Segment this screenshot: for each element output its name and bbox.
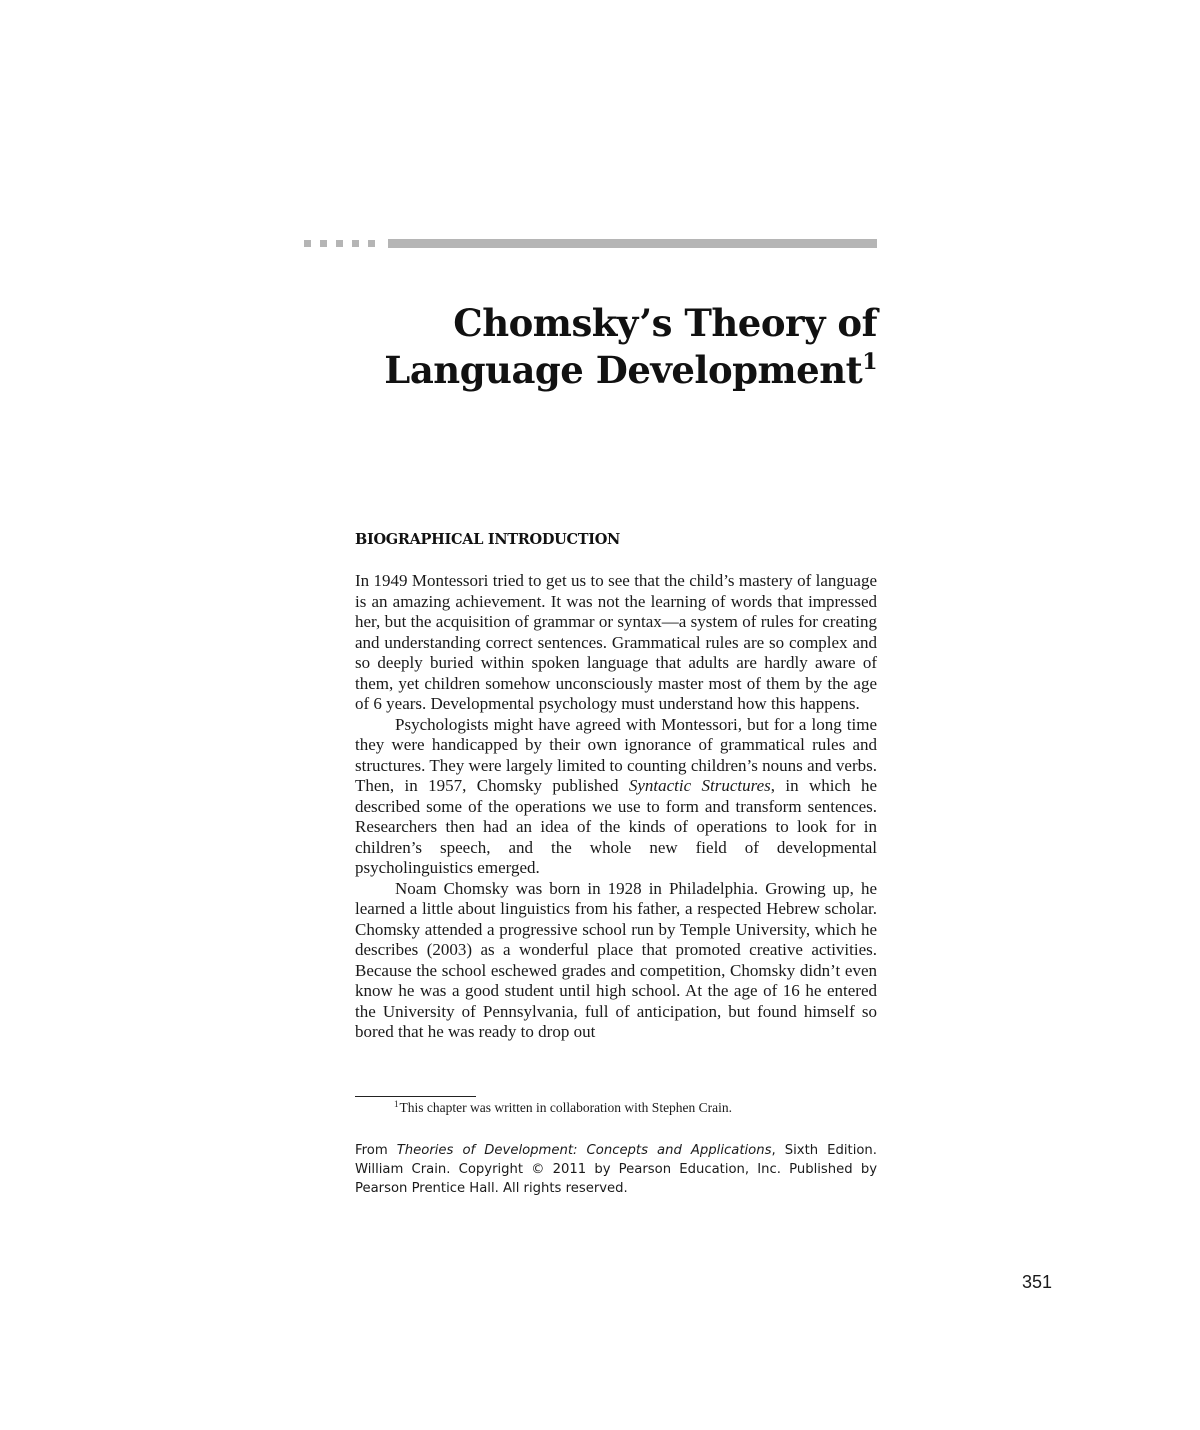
paragraph-3: Noam Chomsky was born in 1928 in Philadelphia. Growing up, he learned a little about linguistics from his father, a respected Hebrew scholar. Chomsky attended a progressive school run by Temple University, which he describes (2003) as a wonderful place that promoted creative activities. Because the school eschewed grades and competition, Chomsky didn’t even know he was a good student until high school. At the age of 16 he entered the University of Pennsylvania, full of anticipation, but found himself so bored that he was ready to drop out: [355, 878, 877, 1041]
rule-square: [320, 240, 327, 247]
rule-square: [304, 240, 311, 247]
paragraph-2-text-b: , in which he described some of the operations we use to form and transform sentences. Researchers then had an idea of the kinds of operations to look for in children’s speech, and the whole new field of developmental psycholinguistics emerged.: [355, 776, 877, 877]
footnote: [394, 1099, 732, 1117]
source-rest: , Sixth Edition. William Crain. Copyright © 2011 by Pearson Education, Inc. Published by Pearson Prentice Hall. All rights reserved.: [355, 1143, 877, 1196]
rule-square: [352, 240, 359, 247]
paragraph-2: [355, 715, 877, 879]
source-prefix: From: [355, 1143, 397, 1158]
rule-square: [336, 240, 343, 247]
footnote-divider: [355, 1096, 476, 1097]
rule-line: [388, 239, 877, 248]
book-title-syntactic-structures: Syntactic Structures: [628, 776, 771, 795]
chapter-title-line1: Chomsky’s Theory of: [453, 301, 877, 345]
paragraph-1: In 1949 Montessori tried to get us to see that the child’s mastery of language is an amazing achievement. It was not the learning of words that impressed her, but the acquisition of grammar or syntax—a system of rules for creating and understanding correct sentences. Grammatical rules are so complex and so deeply buried within spoken language that adults are hardly aware of them, yet children somehow unconsciously master most of them by the age of 6 years. Developmental psychology must understand how this happens.: [355, 571, 877, 713]
footnote-text: This chapter was written in collaboration with Stephen Crain.: [399, 1100, 733, 1115]
chapter-title-line2: Language Development: [384, 348, 863, 392]
chapter-title: [317, 300, 877, 394]
rule-square: [368, 240, 375, 247]
source-book-title: Theories of Development: Concepts and Applications: [396, 1143, 772, 1158]
section-heading: BIOGRAPHICAL INTRODUCTION: [355, 531, 620, 548]
chapter-title-line2-wrap: [317, 347, 877, 394]
body-text: [355, 571, 877, 1043]
title-footnote-marker: 1: [862, 349, 877, 375]
footnote-marker: 1: [394, 1099, 399, 1109]
source-note: [355, 1141, 877, 1198]
chapter-rule: [304, 239, 877, 248]
page-number: 351: [1022, 1272, 1053, 1292]
paragraph-2-text-a: Psychologists might have agreed with Montessori, but for a long time they were handicapped by their own ignorance of grammatical rules and structures. They were largely limited to counting children’s nouns and verbs. Then, in 1957, Chomsky published: [355, 714, 877, 795]
